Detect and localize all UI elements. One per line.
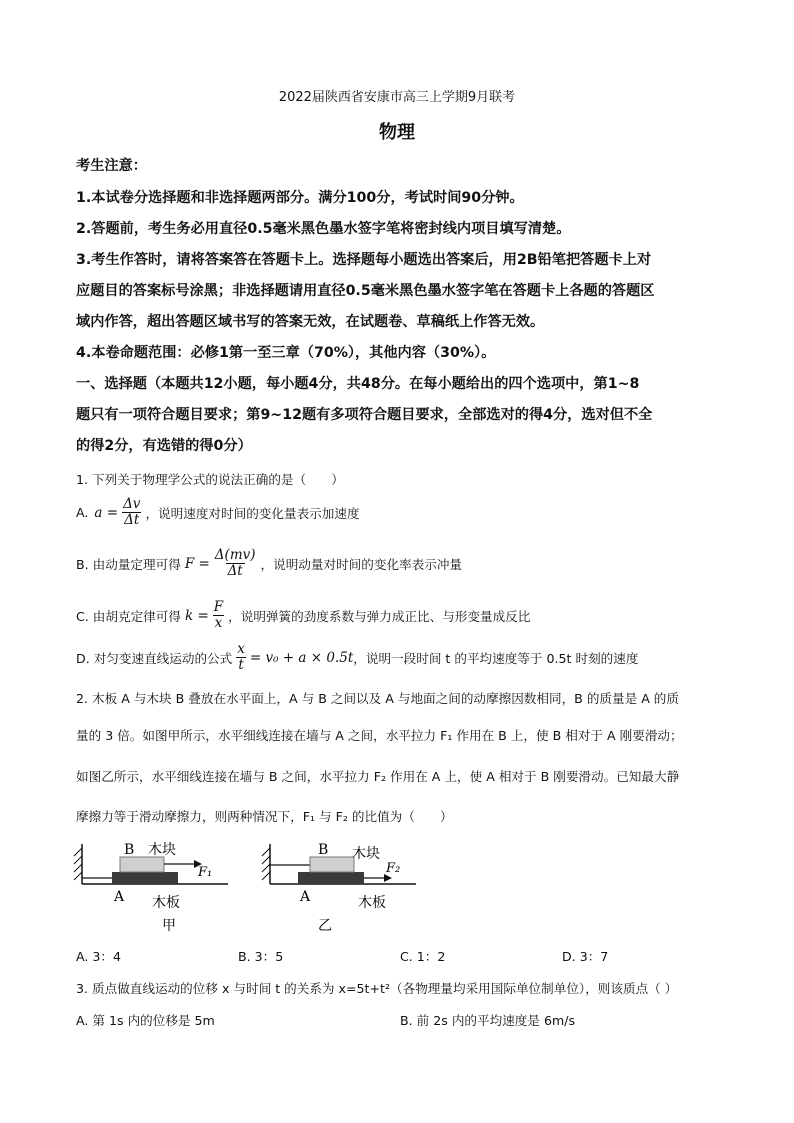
q1-option-d-numerator: x: [237, 641, 245, 657]
q1-stem: 1. 下列关于物理学公式的说法正确的是（ ）: [76, 472, 344, 487]
section-1-line-2: 题只有一项符合题目要求；第9~12题有多项符合题目要求，全部选对的得4分，选对但不全: [76, 407, 653, 423]
q1-option-a-numerator: Δv: [123, 496, 141, 512]
q1-option-b-label: B. 由动量定理可得: [76, 557, 181, 572]
q2-line-3: 如图乙所示，水平细线连接在墙与 B 之间，水平拉力 F₂ 作用在 A 上，使 A 相对于 B 刚要滑动。已知最大静: [76, 769, 680, 784]
q1-option-d-fraction: [235, 642, 247, 673]
q1-option-b-fraction: [213, 548, 258, 579]
q2-line-4: 摩擦力等于滑动摩擦力，则两种情况下，F₁ 与 F₂ 的比值为（ ）: [76, 809, 453, 824]
block-b-right: [310, 857, 354, 872]
board-letter-right: A: [300, 889, 311, 905]
q1-option-a-denominator: Δt: [124, 512, 140, 528]
force-label-left: F₁: [198, 865, 213, 880]
section-1-line-1: 一、选择题（本题共12小题，每小题4分，共48分。在每小题给出的四个选项中，第1~8: [76, 376, 640, 392]
q1-option-d-label: D. 对匀变速直线运动的公式: [76, 651, 233, 666]
q1-option-b-lhs: F =: [184, 555, 210, 572]
board-a-left: [112, 872, 178, 884]
q1-option-d: [76, 642, 638, 673]
q1-option-c: [76, 600, 530, 631]
note-3-line-2: 应题目的答案标号涂黑；非选择题请用直径0.5毫米黑色墨水签字笔在答题卡上各题的答题区: [76, 283, 655, 299]
q1-option-c-fraction: [212, 600, 225, 631]
q1-option-b: [76, 548, 462, 579]
note-2: 2.答题前，考生务必用直径0.5毫米黑色墨水签字笔将密封线内项目填写清楚。: [76, 221, 571, 237]
q1-option-a-text: ，说明速度对时间的变化量表示加速度: [145, 506, 360, 521]
figure-right: [256, 838, 426, 938]
q1-option-c-text: ，说明弹簧的劲度系数与弹力成正比、与形变量成反比: [228, 609, 531, 624]
q3-option-b: B. 前 2s 内的平均速度是 6m/s: [400, 1013, 576, 1028]
q1-option-c-lhs: k =: [184, 607, 209, 624]
board-name-right: 木板: [358, 895, 386, 911]
q1-option-b-numerator: Δ(mv): [214, 547, 256, 563]
board-name-left: 木板: [152, 895, 180, 911]
note-3-line-1: 3.考生作答时，请将答案答在答题卡上。选择题每小题选出答案后，用2B铅笔把答题卡上对: [76, 252, 652, 268]
q2-line-1: 2. 木板 A 与木块 B 叠放在水平面上，A 与 B 之间以及 A 与地面之间的动摩擦因数相同，B 的质量是 A 的质: [76, 691, 679, 706]
section-1-line-3: 的得2分，有选错的得0分）: [76, 438, 252, 454]
board-letter-left: A: [114, 889, 125, 905]
q2-option-b: B. 3：5: [238, 949, 284, 964]
q1-option-a-fraction: [121, 497, 142, 528]
q1-option-a-label: A.: [76, 505, 89, 520]
q1-option-d-rhs: = v₀ + a × 0.5t: [249, 649, 354, 666]
q3-option-a: A. 第 1s 内的位移是 5m: [76, 1013, 215, 1028]
q1-option-a-lhs: a =: [94, 504, 119, 521]
q1-option-d-text: ，说明一段时间 t 的平均速度等于 0.5t 时刻的速度: [353, 651, 639, 666]
note-3-line-3: 域内作答，超出答题区域书写的答案无效，在试题卷、草稿纸上作答无效。: [76, 314, 545, 330]
q1-option-c-denominator: x: [214, 615, 223, 631]
q1-option-b-denominator: Δt: [227, 563, 243, 579]
block-letter-right: B: [318, 842, 329, 858]
block-b-left: [120, 857, 164, 872]
board-a-right: [298, 872, 364, 884]
notes-heading: 考生注意：: [76, 158, 147, 174]
block-name-right: 木块: [352, 846, 380, 862]
note-4: 4.本卷命题范围：必修1第一至三章（70%），其他内容（30%）。: [76, 345, 496, 361]
q1-option-c-label: C. 由胡克定律可得: [76, 609, 181, 624]
q1-option-a: [76, 497, 360, 528]
force-label-right: F₂: [386, 861, 401, 876]
figure-left: [68, 838, 238, 938]
block-name-left: 木块: [148, 842, 176, 858]
block-letter-left: B: [124, 842, 135, 858]
q2-option-d: D. 3：7: [562, 949, 609, 964]
exam-title: 物理: [379, 122, 415, 143]
wall-right: [262, 844, 270, 884]
q1-option-d-denominator: t: [238, 657, 244, 673]
q2-option-a: A. 3：4: [76, 949, 122, 964]
wall-left: [74, 844, 82, 884]
q3-stem: 3. 质点做直线运动的位移 x 与时间 t 的关系为 x=5t+t²（各物理量均采用国际单位制单位），则该质点（ ）: [76, 981, 678, 996]
figure-caption-left: 甲: [162, 918, 176, 934]
figure-caption-right: 乙: [318, 918, 332, 934]
exam-subtitle: 2022届陕西省安康市高三上学期9月联考: [278, 90, 516, 105]
q2-option-c: C. 1：2: [400, 949, 446, 964]
note-1: 1.本试卷分选择题和非选择题两部分。满分100分，考试时间90分钟。: [76, 190, 524, 206]
q2-line-2: 量的 3 倍。如图甲所示，水平细线连接在墙与 A 之间，水平拉力 F₁ 作用在 B 上，使 B 相对于 A 刚要滑动；: [76, 728, 683, 743]
q1-option-b-text: ，说明动量对时间的变化率表示冲量: [260, 557, 463, 572]
q1-option-c-numerator: F: [213, 599, 224, 615]
